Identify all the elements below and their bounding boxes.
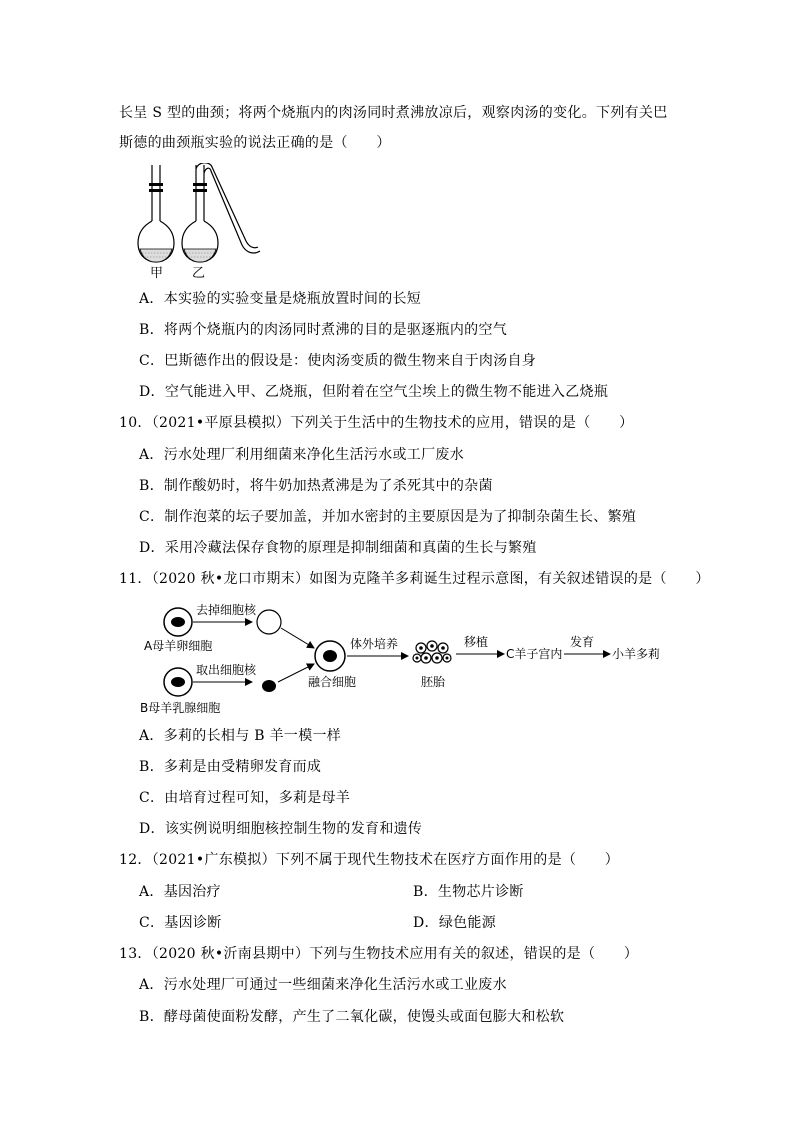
q10-option-a[interactable]: A．污水处理厂利用细菌来净化生活污水或工厂废水 <box>139 447 465 463</box>
q11-option-b[interactable]: B．多莉是由受精卵发育而成 <box>139 759 322 775</box>
q9-stem-line2: 斯德的曲颈瓶实验的说法正确的是（ ） <box>119 135 391 151</box>
q13-option-b[interactable]: B．酵母菌使面粉发酵，产生了二氧化碳，使馒头或面包膨大和松软 <box>139 1009 565 1025</box>
flask-jia <box>138 165 174 262</box>
q9-option-b[interactable]: B．将两个烧瓶内的肉汤同时煮沸的目的是驱逐瓶内的空气 <box>139 322 508 338</box>
nucleus <box>262 680 276 692</box>
enucleated-egg <box>257 610 281 634</box>
label-egg-cell: A母羊卵细胞 <box>144 639 213 653</box>
label-fused-cell: 融合细胞 <box>308 675 357 689</box>
q12-option-b[interactable]: B．生物芯片诊断 <box>413 884 524 900</box>
q10-stem: 10．（2021•平原县模拟）下列关于生活中的生物技术的应用，错误的是（ ） <box>119 415 634 431</box>
q11-option-d[interactable]: D．该实例说明细胞核控制生物的发育和遗传 <box>139 821 423 837</box>
cloning-diagram <box>136 598 676 718</box>
flask-yi <box>182 163 260 262</box>
label-jia: 甲 <box>150 266 164 281</box>
q9-option-a[interactable]: A．本实验的实验变量是烧瓶放置时间的长短 <box>139 291 422 307</box>
label-in-vitro: 体外培养 <box>350 637 399 651</box>
label-uterus: C羊子宫内 <box>506 647 563 661</box>
q9-stem-line1: 长呈 S 型的曲颈；将两个烧瓶内的肉汤同时煮沸放凉后，观察肉汤的变化。下列有关巴 <box>119 105 668 121</box>
embryo-icon <box>413 641 451 663</box>
q13-option-a[interactable]: A．污水处理厂可通过一些细菌来净化生活污水或工业废水 <box>139 977 507 993</box>
label-remove-nucleus: 去掉细胞核 <box>196 603 257 617</box>
q13-stem: 13．（2020 秋•沂南县期中）下列与生物技术应用有关的叙述，错误的是（ ） <box>119 946 639 962</box>
label-embryo: 胚胎 <box>421 675 446 689</box>
q10-option-d[interactable]: D．采用冷藏法保存食物的原理是抑制细菌和真菌的生长与繁殖 <box>139 540 537 556</box>
q9-option-c[interactable]: C．巴斯德作出的假设是：使肉汤变质的微生物来自于肉汤自身 <box>139 353 537 369</box>
q11-stem: 11．（2020 秋•龙口市期末）如图为克隆羊多莉诞生过程示意图，有关叙述错误的是（ ） <box>119 571 710 587</box>
q10-option-c[interactable]: C．制作泡菜的坛子要加盖，并加水密封的主要原因是为了抑制杂菌生长、繁殖 <box>139 509 637 525</box>
label-transplant: 移植 <box>464 635 489 649</box>
label-take-nucleus: 取出细胞核 <box>196 663 257 677</box>
q12-option-a[interactable]: A．基因治疗 <box>139 884 221 900</box>
label-develop: 发育 <box>570 635 595 649</box>
q10-option-b[interactable]: B．制作酸奶时，将牛奶加热煮沸是为了杀死其中的杂菌 <box>139 478 493 494</box>
q12-option-d[interactable]: D．绿色能源 <box>413 915 497 931</box>
q11-option-a[interactable]: A．多莉的长相与 B 羊一模一样 <box>139 728 342 744</box>
q11-option-c[interactable]: C．由培育过程可知，多莉是母羊 <box>139 790 351 806</box>
label-mammary-cell: B母羊乳腺细胞 <box>140 701 221 715</box>
q12-option-c[interactable]: C．基因诊断 <box>139 915 222 931</box>
label-lamb: 小羊多莉 <box>612 647 661 661</box>
label-yi: 乙 <box>192 266 206 281</box>
flask-figure <box>136 163 266 281</box>
q9-option-d[interactable]: D．空气能进入甲、乙烧瓶，但附着在空气尘埃上的微生物不能进入乙烧瓶 <box>139 384 609 400</box>
q12-stem: 12．（2021•广东模拟）下列不属于现代生物技术在医疗方面作用的是（ ） <box>119 852 620 868</box>
